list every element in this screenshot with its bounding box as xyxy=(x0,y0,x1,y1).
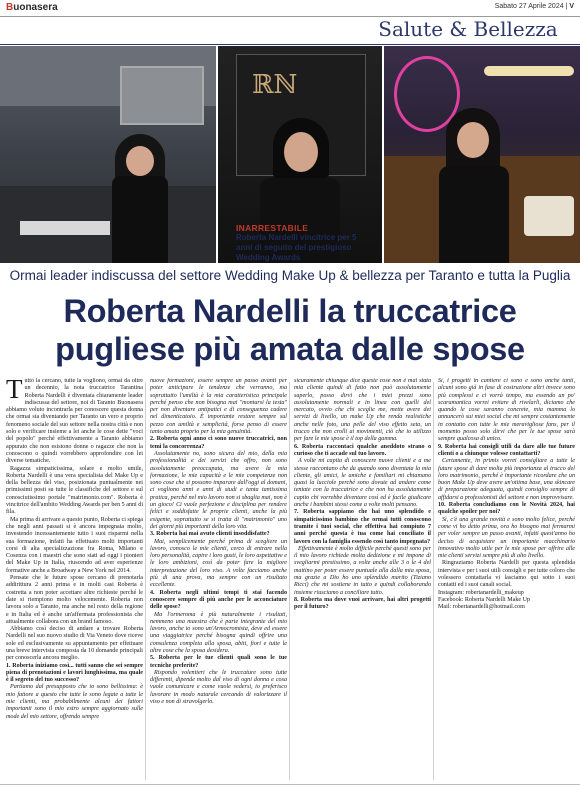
paragraph: Ragazza simpaticissima, solare e molto umile, Roberta Nardelli è una vera specialista del Make Up e della bellezza del viso, posizionata puntualmente nei primissimi posti su tutte le classifiche del settore e sul conosciutissimo portale "matrimonio.com". Roberta è vincitrice dell'ambito Wedding Awards per ben 5 anni di fila. xyxy=(6,465,143,516)
article-column-3 xyxy=(294,378,431,782)
closing-paragraph: Ringraziamo Roberta Nardelli per questa splendida intervista e per i suoi utili consigli e per tutte coloro che volessero contattarla vi lasciamo qui sotto i suoi contatti ed i suoi canali social. xyxy=(438,560,575,589)
answer: Certamente, in primis vorrei consigliare a tutte le future spose di dare molta più importanza al trucco del loro matrimonio, perché è importante ricordare che un buon Make Up deve avere un'ottima base, una skincare di preparazione adeguata, quindi consiglio sempre di affidarsi a professionisti del settore e non improvvisare. xyxy=(438,458,575,501)
photo-caption xyxy=(236,223,366,263)
question: 2. Roberta ogni anno ci sono nuove truccatrici, non temi la concorrenza? xyxy=(150,436,287,450)
column-separator xyxy=(289,382,290,780)
question: 8. Roberta ma dove vuoi arrivare, hai altri progetti per il futuro? xyxy=(294,596,431,611)
headline-line-2: pugliese più amata dalle spose xyxy=(55,331,525,367)
answer: nuove formazioni, essere sempre un passo avanti per poter anticipare le tendenze che verranno, ma soprattutto l'umiltà è la mia caratteristica principale perché penso che non bisogna mai "montarsi la testa" per non diventare antipatici e di conseguenza cadere nel dimenticatoio. È importante restare sempre sul pezzo con umiltà e semplicità, forse penso di essere tanto amata proprio per la mia genuinità. xyxy=(150,378,287,436)
article-column-4 xyxy=(438,378,575,782)
photo-studio xyxy=(0,46,216,263)
question: 7. Roberta sappiamo che hai uno splendido e simpaticissimo bambino che ormai tutti conoscono tramite i tuoi social, che effettiva hai compiuto 7 anni perché questa è tua come hai conciliato il lavoro con la famiglia essendo così tanto impegnata? xyxy=(294,509,431,545)
bottom-rule xyxy=(0,784,580,785)
question: 4. Roberta negli ultimi tempi ti stai facendo conoscere sempre di più anche per le acconciature delle spose? xyxy=(150,589,287,611)
answer: Partiamo dal presupposto che io sono bellissima: è mio fattore a questo che tutte le sono legate a tutte le mie clienti, ma probabilmente alcuni dei fattori importanti sono il mio estro sempre aggiornato sulle mode del mio settore, offrendo sempre xyxy=(6,684,143,720)
masthead-initial: B xyxy=(6,2,14,13)
answer: Mai, semplicemente perché prima di scegliere un lavoro, conosco le mie clienti, cerco di entrare nella loro personalità, capire i loro gusti, le loro aspettative e le loro ambizioni, così da poter fare la migliore interpretazione del loro viso. A volte facciamo anche più di una prova, ma sempre con un risultato eccellente. xyxy=(150,538,287,589)
answer: Assolutamente no, sono sicura del mio, della mia professionalità e dei servizi che offro, non sono assolutamente preoccupata, ma avere la mia formazione, le mie capacità e le mie competenze non sono cose che si possono imparare dall'oggi al domani, ci vogliono anni e anni di studi e tanta tantissima pratica, perché nel mio lavoro non si sbaglia mai, non è un gioco! Ci vuole perfezione e disciplina per rendere felici e soddisfatte le proprie clienti, anche la più esigente, soprattutto se si tratta di "matrimonio" uno dei giorni più importanti della loro vita. xyxy=(150,450,287,530)
paragraph: Abbiamo così deciso di andare a trovare Roberta Nardelli nel suo nuovo studio di Via Veneto dove riceve sole ed esclusivamente su appuntamento per effettuare una breve intervista composta da 10 domande principali per conoscerla ancora meglio. xyxy=(6,626,143,662)
paragraph: utto la cercano, tutte la vogliono, ormai da oltre un decennio, la nota truccatrice Tarantina Roberta Nardelli è diventata chiaramente leader indiscussa del settore, noi di Taranto Buonasera abbiamo voluto incontrarla per conoscere questa donna che ormai sta diventando per Taranto un vero e proprio fenomeno sociale del suo settore nella nostra città e non solo e verificare insieme a lei anche le cose dette "voci del popolo" perché effettivamente a Taranto abbiamo appurato che non esistono donne o ragazze che non la conoscono o quindi vorrebbero approfondire con lei diverse tematiche. xyxy=(6,378,143,465)
answer: Ma l'ormeroma è più naturalmente i risultati, nemmeno una maestra che è parte integrante del mio lavoro, anche io sono un'Armocromista, deve ed essere una viaggiatrice perché bisogna quindi offrire una consulenza completa alla sposa, abiti, fiori e tutte le altre cose che la sposa desidera. xyxy=(150,611,287,654)
kicker: Ormai leader indiscussa del settore Wedding Make Up & bellezza per Taranto e tutta la Puglia xyxy=(9,268,571,283)
question: 5. Roberta per le tue clienti quali sono le tue tecniche preferite? xyxy=(150,655,287,669)
answer: Sì, c'è una grande novità e sono molto felice, perché come vi ho detto prima, ora ho bisogno mai fermarmi per voler sempre un passo avanti, infatti quest'anno ho deciso di acquistare un importante macchinario innovativo molto utile per le mie spose per offrire alle mie clienti servizi sempre più di alto livello. xyxy=(438,516,575,560)
drop-cap: T xyxy=(6,378,23,404)
question: 6. Roberta raccontaci qualche aneddoto strano o curioso che ti accade sul tuo lavoro. xyxy=(294,443,431,457)
rn-logo-icon: ℝℕ xyxy=(252,70,298,100)
masthead-name: uonasera xyxy=(13,2,58,13)
caption-tag: INARRESTABILE xyxy=(236,223,309,233)
headline xyxy=(0,292,580,368)
contact-instagram: Instagram: robertanardelli_makeup xyxy=(438,589,524,596)
photo-neon-room xyxy=(384,46,580,263)
contact-facebook: Facebook: Roberta Nardelli Make Up xyxy=(438,596,531,603)
paragraph: Pensate che le future spose cercano di prenotarla addirittura 2 anni prima e in molti casi Roberta è costretta a non poter accettare altre richieste perché le date si riempiono molto velocemente. Roberta non lavora solo a Taranto, ma anche nel resto della regione e in Italia ed è anche un'affermata professionista che attualmente collabora con un brand famoso. xyxy=(6,575,143,625)
answer: sicuramente chiunque dice queste cose non è mai stata mia cliente quindi di fatto non può assolutamente saperlo, posso dirvi che i miei prezzi sono assolutamente normali e in linea con quelli del mercato, ovvio che chi sceglie me, mette avere dei servizi di livello, un make Up che renda realistiche anche nelle foto, una pelle del viso effetto seta, un trucco che non crolli ai movimenti, ciò che io utilizzo per fare le mie spose è il top della gamma. xyxy=(294,378,431,443)
top-bar xyxy=(0,0,580,17)
caption-text: Roberta Nardelli vincitrice per 5 anni di seguito del prestigioso Wedding Awards xyxy=(236,233,357,262)
article-column-1 xyxy=(6,378,143,782)
question: 9. Roberta hai consigli utili da dare alle tue future clienti o a chiunque volesse contattarti? xyxy=(438,443,575,457)
answer: Rispondo volentieri che le truccature sono tutte differenti, dipende molto dal viso di ogni donna e cosa vuole comunicare e come vuole vedersi, io preferisco lavorare in modo naturale cercando di valorizzare il viso e non di stravolgerlo. xyxy=(150,669,287,706)
answer: Sì, i progetti in cantiere ci sono e sono anche tanti, alcuni sono già in fase di costruzione altri invece sono più complessi e ci vorrà tempo, ma essendo un po' scaramantica vorrei evitare di rivelarli, diciamo che quando le cose saranno concrete, mia mamma lo annuncerò sui miei social che mi sempre costantemente in contatto con tutte le mie meravigliose fans, per il momento posso solo dirvi che per le tue spose sarà sempre qualcosa di unico. xyxy=(438,378,575,443)
article-column-2 xyxy=(150,378,287,782)
dateline: Sabato 27 Aprile 2024 | V xyxy=(494,3,574,10)
answer: Effettivamente è molto difficile perché questi sono per il mio lavoro richiede molta dedizione e mi impone di svegliarmi prestissimo, a volte anche alle 3 o le 4 del mattino per poter essere puntuale alla dalla mia sposa, ma grazie a Dio ho uno splendido marito (Tiziano Ricci) che mi sostiene in tutto e quindi collaborando insieme riusciamo a conciliare tutto. xyxy=(294,545,431,596)
contact-mail: Mail: robertanardelli@hotmail.com xyxy=(438,604,525,611)
issue-date: Sabato 27 Aprile 2024 xyxy=(494,3,564,10)
section-rule xyxy=(0,44,580,45)
question: 10. Roberta concludiamo con le Novità 2024, hai qualche spoiler per noi? xyxy=(438,502,575,516)
paragraph: Ma prima di arrivare a questo punto, Roberta ci spiega che negli anni passati si è ancora impegnata molto, investendo incessantemente tutto i suoi risparmi nella sua formazione, infatti ha effettuato molti importanti corsi di alta specializzazione fra Roma, Milano e Cosenza con i maestri che sono stati ad oggi i pionieri del Make Up in Italia, riuscendo ad aver esperienze formative anche a Broadway a New York nel 2014. xyxy=(6,516,143,574)
answer: A volte mi capita di conoscere nuove clienti e a me stesse raccontano che da quando sono diventata la mia cliente, gli amici, le amiche e familiari mi chiamano quasi la lucciole perché sono dovute ad andare come tentate con la truccatrice e che non ha assolutamente capito chi vorrebbe diventare così ed è facile giudicare anche i bambini stessi come a volte molti pensano. xyxy=(294,458,431,509)
headline-line-1: Roberta Nardelli la truccatrice xyxy=(63,293,517,329)
masthead-logo xyxy=(6,2,58,13)
column-separator xyxy=(433,382,434,780)
question: 1. Roberta iniziamo così... tutti sanno che sei sempre piena di prenotazioni e lavori lunghissima, ma quale è il segreto del tuo successo? xyxy=(6,662,143,684)
column-separator xyxy=(145,382,146,780)
section-title: Salute & Bellezza xyxy=(378,17,558,41)
page-number: V xyxy=(569,3,574,10)
question: 3. Roberta hai mai avuto clienti insoddisfatte? xyxy=(150,531,270,538)
